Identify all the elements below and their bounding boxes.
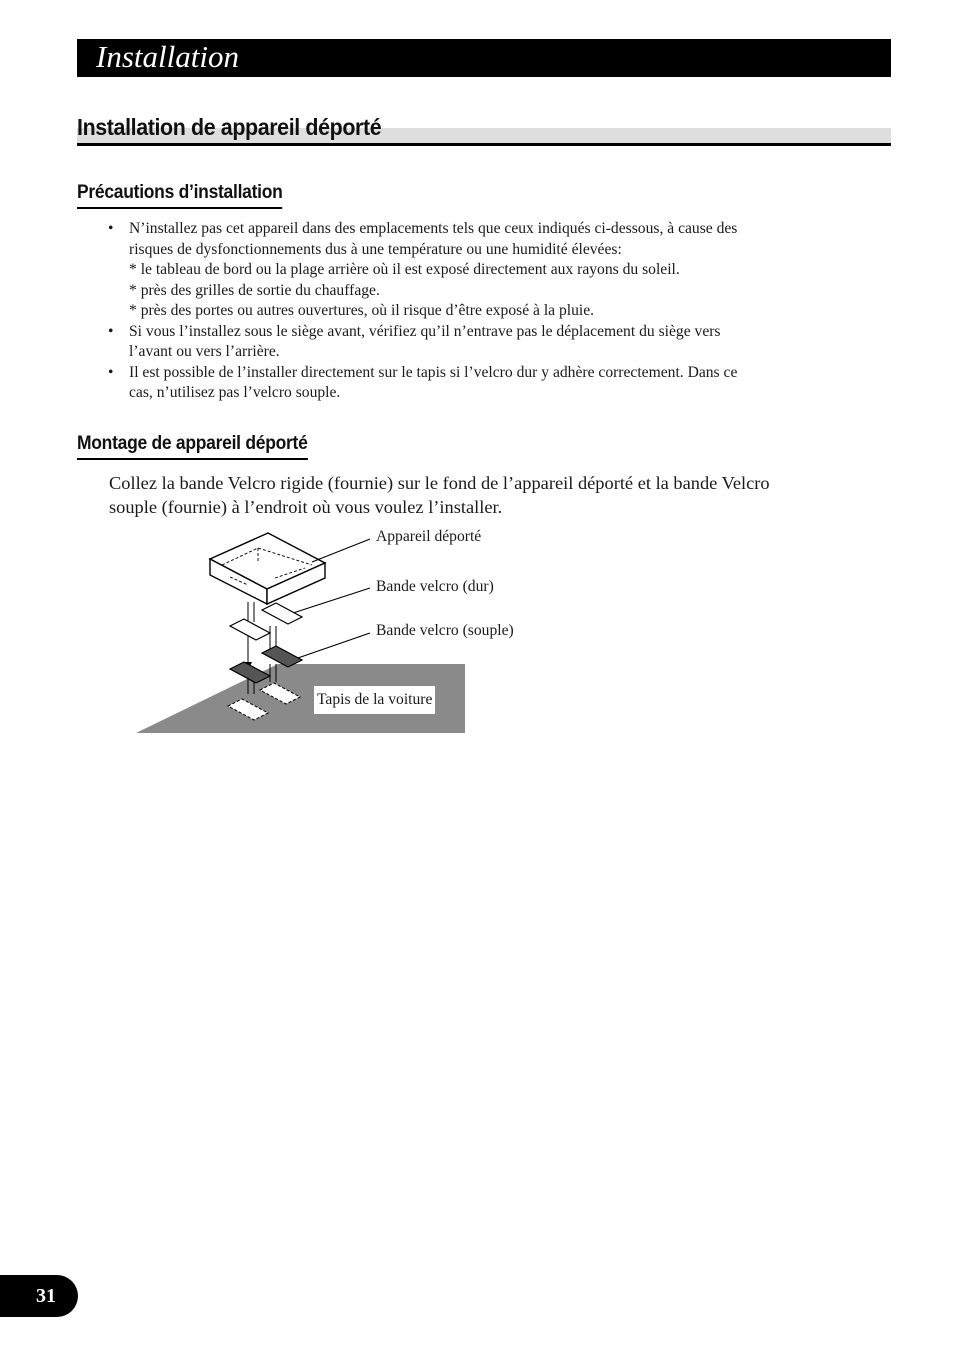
mounting-paragraph bbox=[109, 471, 889, 519]
chapter-title: Installation bbox=[96, 39, 239, 74]
mounting-title: Montage de appareil déporté bbox=[77, 432, 308, 460]
text-line: risques de dysfonctionnements dus à une température ou une humidité élevées: bbox=[129, 240, 622, 258]
text-line: * le tableau de bord ou la plage arrière où il est exposé directement aux rayons du soleil. bbox=[129, 261, 680, 278]
label-velcro-soft: Bande velcro (souple) bbox=[376, 622, 514, 639]
bullet-icon: • bbox=[108, 322, 114, 340]
text-line: souple (fournie) à l’endroit où vous voulez l’installer. bbox=[109, 497, 503, 517]
text-line: * près des grilles de sortie du chauffage. bbox=[129, 281, 380, 299]
section-title: Installation de appareil déporté bbox=[77, 114, 382, 140]
precautions-title: Précautions d’installation bbox=[77, 181, 283, 209]
list-item bbox=[108, 322, 868, 363]
label-velcro-hard: Bande velcro (dur) bbox=[376, 578, 494, 595]
text-line: l’avant ou vers l’arrière. bbox=[129, 343, 280, 360]
text-line: N’installez pas cet appareil dans des emplacements tels que ceux indiqués ci-dessous, à cause des bbox=[129, 220, 738, 237]
text-line: * près des portes ou autres ouvertures, où il risque d’être exposé à la pluie. bbox=[129, 302, 595, 319]
velcro-hard-strip bbox=[230, 619, 270, 640]
unit-box bbox=[210, 533, 325, 604]
velcro-hard-strip bbox=[262, 603, 302, 624]
page-number: 31 bbox=[36, 1285, 56, 1307]
bullet-icon: • bbox=[108, 220, 114, 237]
velcro-soft-strip bbox=[262, 646, 302, 667]
installation-figure bbox=[130, 522, 570, 737]
page-number-tab bbox=[0, 1275, 78, 1317]
list-item bbox=[108, 219, 868, 322]
bullet-icon: • bbox=[108, 363, 114, 381]
text-line: cas, n’utilisez pas l’velcro souple. bbox=[129, 384, 341, 401]
list-item bbox=[108, 363, 868, 404]
chapter-header-bar bbox=[77, 39, 891, 77]
precautions-list bbox=[108, 219, 868, 404]
label-carpet: Tapis de la voiture bbox=[314, 686, 435, 714]
label-unit: Appareil déporté bbox=[376, 528, 482, 545]
text-line: Collez la bande Velcro rigide (fournie) sur le fond de l’appareil déporté et la bande Velcro bbox=[109, 473, 770, 493]
section-heading bbox=[77, 112, 891, 147]
text-line: Si vous l’installez sous le siège avant, vérifiez qu’il n’entrave pas le déplacement du siège vers bbox=[129, 322, 721, 340]
text-line: Il est possible de l’installer directement sur le tapis si l’velcro dur y adhère correctement. Dans ce bbox=[129, 363, 738, 381]
section-heading-rule bbox=[77, 143, 891, 146]
